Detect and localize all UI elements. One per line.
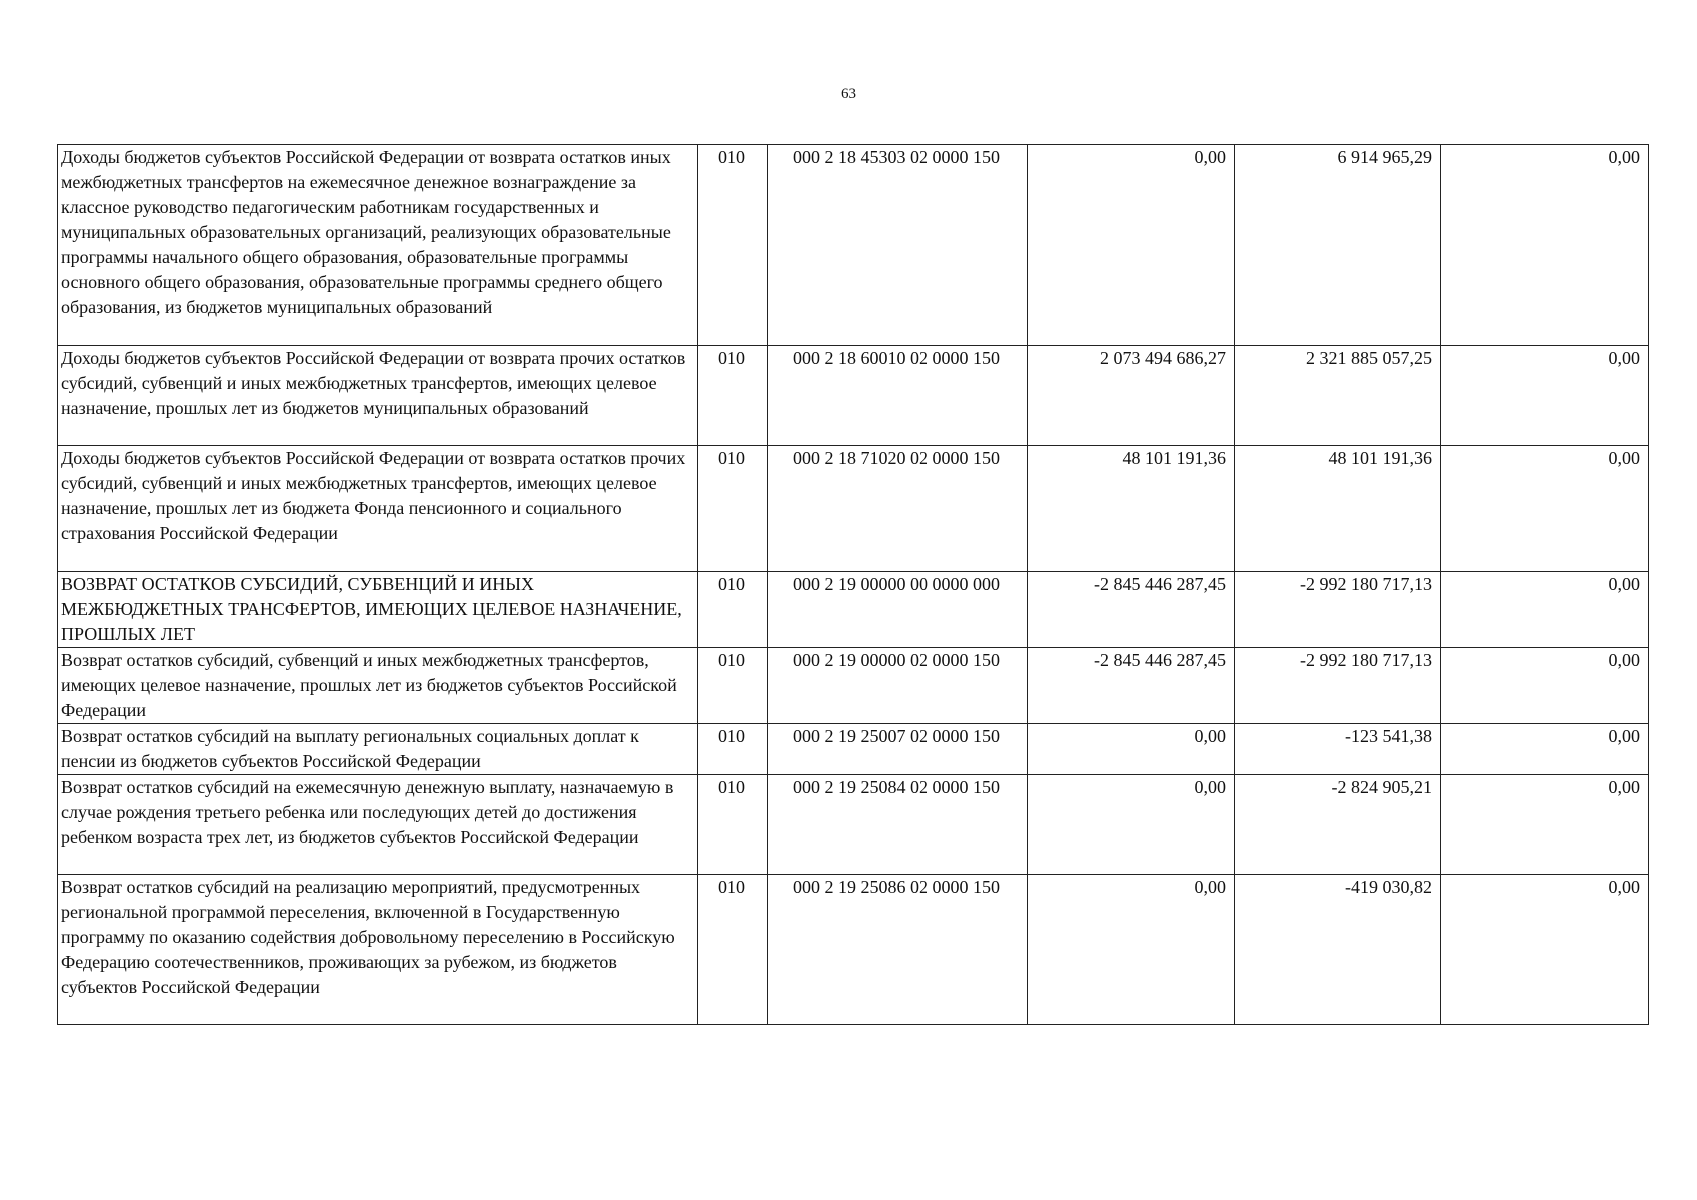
row-value-1: 0,00 bbox=[1028, 724, 1235, 775]
row-description: Возврат остатков субсидий на выплату региональных социальных доплат к пенсии из бюджетов субъектов Российской Федерации bbox=[58, 724, 698, 775]
row-description: Возврат остатков субсидий, субвенций и иных межбюджетных трансфертов, имеющих целевое назначение, прошлых лет из бюджетов субъектов Российской Федерации bbox=[58, 648, 698, 724]
row-description: Доходы бюджетов субъектов Российской Федерации от возврата остатков прочих субсидий, субвенций и иных межбюджетных трансфертов, имеющих целевое назначение, прошлых лет из бюджета Фонда пенсионного и социального страхования Российской Федерации bbox=[58, 446, 698, 572]
table-row bbox=[58, 648, 1649, 724]
row-value-1: 48 101 191,36 bbox=[1028, 446, 1235, 572]
row-classification-code: 000 2 18 60010 02 0000 150 bbox=[768, 346, 1028, 446]
row-classification-code: 000 2 19 25084 02 0000 150 bbox=[768, 775, 1028, 875]
row-admin-code: 010 bbox=[698, 648, 768, 724]
row-value-3: 0,00 bbox=[1441, 648, 1649, 724]
table-row bbox=[58, 145, 1649, 346]
row-classification-code: 000 2 18 71020 02 0000 150 bbox=[768, 446, 1028, 572]
row-value-1: -2 845 446 287,45 bbox=[1028, 572, 1235, 648]
row-admin-code: 010 bbox=[698, 145, 768, 346]
row-admin-code: 010 bbox=[698, 446, 768, 572]
row-value-2: -123 541,38 bbox=[1235, 724, 1441, 775]
row-value-2: 2 321 885 057,25 bbox=[1235, 346, 1441, 446]
row-value-2: 48 101 191,36 bbox=[1235, 446, 1441, 572]
table-row bbox=[58, 775, 1649, 875]
row-classification-code: 000 2 18 45303 02 0000 150 bbox=[768, 145, 1028, 346]
row-value-2: -2 992 180 717,13 bbox=[1235, 572, 1441, 648]
row-admin-code: 010 bbox=[698, 346, 768, 446]
row-description: Доходы бюджетов субъектов Российской Федерации от возврата прочих остатков субсидий, субвенций и иных межбюджетных трансфертов, имеющих целевое назначение, прошлых лет из бюджетов муниципальных образований bbox=[58, 346, 698, 446]
row-value-1: 0,00 bbox=[1028, 775, 1235, 875]
row-value-2: -419 030,82 bbox=[1235, 875, 1441, 1025]
row-admin-code: 010 bbox=[698, 724, 768, 775]
row-value-3: 0,00 bbox=[1441, 572, 1649, 648]
row-value-3: 0,00 bbox=[1441, 875, 1649, 1025]
row-admin-code: 010 bbox=[698, 875, 768, 1025]
row-description: Доходы бюджетов субъектов Российской Федерации от возврата остатков иных межбюджетных трансфертов на ежемесячное денежное вознаграждение за классное руководство педагогическим работникам государственных и муниципальных образовательных организаций, реализующих образовательные программы начального общего образования, образовательные программы основного общего образования, образовательные программы среднего общего образования, из бюджетов муниципальных образований bbox=[58, 145, 698, 346]
row-value-3: 0,00 bbox=[1441, 346, 1649, 446]
row-description: ВОЗВРАТ ОСТАТКОВ СУБСИДИЙ, СУБВЕНЦИЙ И ИНЫХ МЕЖБЮДЖЕТНЫХ ТРАНСФЕРТОВ, ИМЕЮЩИХ ЦЕЛЕВОЕ НАЗНАЧЕНИЕ, ПРОШЛЫХ ЛЕТ bbox=[58, 572, 698, 648]
row-description: Возврат остатков субсидий на реализацию мероприятий, предусмотренных региональной программой переселения, включенной в Государственную программу по оказанию содействия добровольному переселению в Российскую Федерацию соотечественников, проживающих за рубежом, из бюджетов субъектов Российской Федерации bbox=[58, 875, 698, 1025]
row-value-3: 0,00 bbox=[1441, 446, 1649, 572]
budget-table bbox=[57, 144, 1649, 1025]
page-number: 63 bbox=[841, 86, 856, 102]
row-value-3: 0,00 bbox=[1441, 775, 1649, 875]
row-value-2: -2 824 905,21 bbox=[1235, 775, 1441, 875]
row-description: Возврат остатков субсидий на ежемесячную денежную выплату, назначаемую в случае рождения третьего ребенка или последующих детей до достижения ребенком возраста трех лет, из бюджетов субъектов Российской Федерации bbox=[58, 775, 698, 875]
row-admin-code: 010 bbox=[698, 775, 768, 875]
table-row bbox=[58, 346, 1649, 446]
row-admin-code: 010 bbox=[698, 572, 768, 648]
row-classification-code: 000 2 19 25086 02 0000 150 bbox=[768, 875, 1028, 1025]
table-row bbox=[58, 724, 1649, 775]
row-value-3: 0,00 bbox=[1441, 724, 1649, 775]
row-value-2: 6 914 965,29 bbox=[1235, 145, 1441, 346]
row-value-1: 2 073 494 686,27 bbox=[1028, 346, 1235, 446]
row-classification-code: 000 2 19 00000 02 0000 150 bbox=[768, 648, 1028, 724]
row-classification-code: 000 2 19 00000 00 0000 000 bbox=[768, 572, 1028, 648]
table-row bbox=[58, 572, 1649, 648]
table-row bbox=[58, 446, 1649, 572]
row-value-2: -2 992 180 717,13 bbox=[1235, 648, 1441, 724]
row-classification-code: 000 2 19 25007 02 0000 150 bbox=[768, 724, 1028, 775]
table-row bbox=[58, 875, 1649, 1025]
row-value-3: 0,00 bbox=[1441, 145, 1649, 346]
row-value-1: 0,00 bbox=[1028, 875, 1235, 1025]
row-value-1: 0,00 bbox=[1028, 145, 1235, 346]
row-value-1: -2 845 446 287,45 bbox=[1028, 648, 1235, 724]
